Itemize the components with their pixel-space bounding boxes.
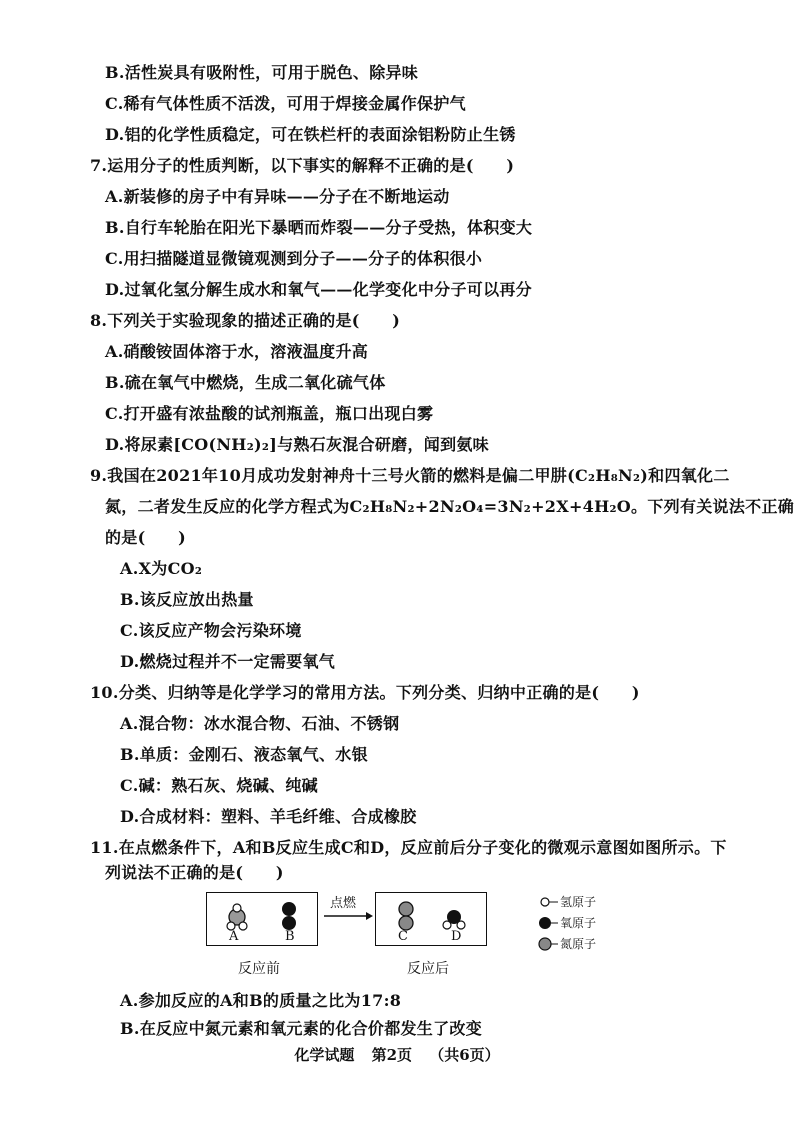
question-11-line-2: 列说法不正确的是( ) (105, 863, 284, 882)
q9-option-c: C.该反应产物会污染环境 (120, 621, 302, 640)
question-9-line-2: 氮，二者发生反应的化学方程式为C₂H₈N₂+2N₂O₄=3N₂+2X+4H₂O。下列有关说法不正确 (105, 497, 794, 516)
q9-option-b: B.该反应放出热量 (120, 590, 254, 609)
before-caption: 反应前 (238, 961, 280, 977)
legend-hydrogen: 氢原子 (560, 895, 597, 909)
label-c: C (398, 929, 408, 944)
before-molecules (207, 893, 317, 945)
legend-oxygen: 氧原子 (560, 916, 597, 930)
question-11-line-1: 11.在点燃条件下，A和B反应生成C和D，反应前后分子变化的微观示意图如图所示。下 (90, 838, 727, 857)
before-reaction-box (206, 892, 318, 946)
footer-page-number: 第2页 (371, 1046, 412, 1064)
question-9-line-1: 9.我国在2021年10月成功发射神舟十三号火箭的燃料是偏二甲肼(C₂H₈N₂)和四氧化二 (90, 466, 730, 485)
label-a: A (229, 929, 239, 944)
q6-option-c: C.稀有气体性质不活泼，可用于焊接金属作保护气 (105, 94, 466, 113)
footer-total-pages: （共6页） (429, 1046, 500, 1064)
q6-option-b: B.活性炭具有吸附性，可用于脱色、除异味 (105, 63, 419, 82)
question-10: 10.分类、归纳等是化学学习的常用方法。下列分类、归纳中正确的是( ) (90, 683, 640, 702)
label-b: B (285, 929, 295, 944)
legend-symbols (538, 894, 560, 954)
label-d: D (451, 929, 462, 944)
q10-option-c: C.碱：熟石灰、烧碱、纯碱 (120, 776, 318, 795)
legend-nitrogen: 氮原子 (560, 937, 597, 951)
question-7: 7.运用分子的性质判断，以下事实的解释不正确的是( ) (90, 156, 515, 175)
q7-option-c: C.用扫描隧道显微镜观测到分子——分子的体积很小 (105, 249, 483, 268)
q10-option-d: D.合成材料：塑料、羊毛纤维、合成橡胶 (120, 807, 417, 826)
q7-option-a: A.新装修的房子中有异味——分子在不断地运动 (105, 187, 450, 206)
ignition-label: 点燃 (330, 896, 357, 911)
q8-option-b: B.硫在氧气中燃烧，生成二氧化硫气体 (105, 373, 386, 392)
q6-option-d: D.铝的化学性质稳定，可在铁栏杆的表面涂铝粉防止生锈 (105, 125, 516, 144)
q10-option-a: A.混合物：冰水混合物、石油、不锈钢 (120, 714, 400, 733)
after-reaction-box (375, 892, 487, 946)
page-footer (0, 1044, 794, 1065)
q8-option-c: C.打开盛有浓盐酸的试剂瓶盖，瓶口出现白雾 (105, 404, 434, 423)
question-9-line-3: 的是( ) (105, 528, 186, 547)
after-molecules (376, 893, 486, 945)
q9-option-a: A.X为CO₂ (120, 559, 203, 578)
footer-subject: 化学试题 (294, 1046, 355, 1064)
q11-option-a: A.参加反应的A和B的质量之比为17:8 (120, 991, 402, 1010)
question-8: 8.下列关于实验现象的描述正确的是( ) (90, 311, 401, 330)
q8-option-a: A.硝酸铵固体溶于水，溶液温度升高 (105, 342, 369, 361)
q7-option-b: B.自行车轮胎在阳光下暴晒而炸裂——分子受热，体积变大 (105, 218, 533, 237)
reaction-arrow (322, 910, 374, 922)
molecule-reaction-diagram (200, 888, 680, 983)
q11-option-b: B.在反应中氮元素和氧元素的化合价都发生了改变 (120, 1019, 482, 1038)
q10-option-b: B.单质：金刚石、液态氧气、水银 (120, 745, 368, 764)
q8-option-d: D.将尿素[CO(NH₂)₂]与熟石灰混合研磨，闻到氨味 (105, 435, 489, 454)
q9-option-d: D.燃烧过程并不一定需要氧气 (120, 652, 336, 671)
q7-option-d: D.过氧化氢分解生成水和氧气——化学变化中分子可以再分 (105, 280, 532, 299)
after-caption: 反应后 (407, 961, 449, 977)
